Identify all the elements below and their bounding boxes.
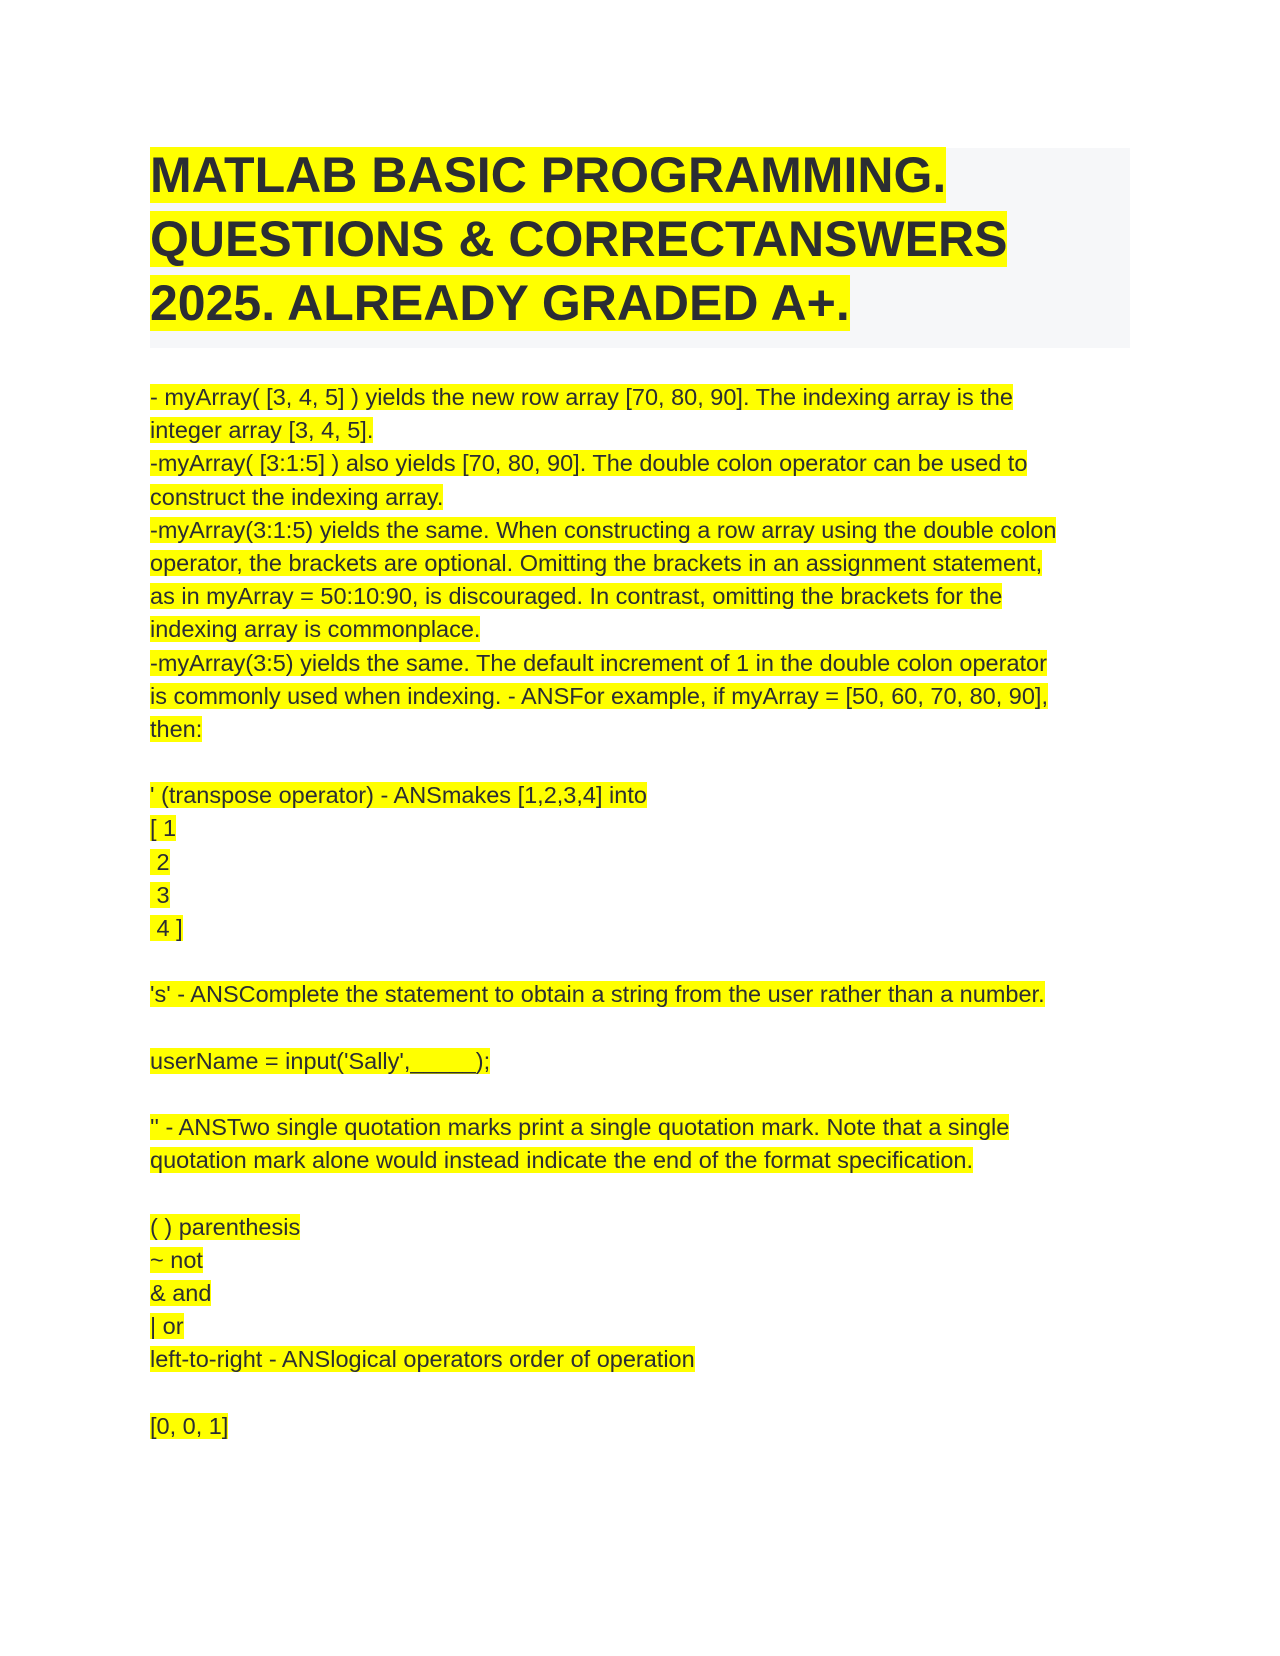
body-line bbox=[150, 713, 1130, 746]
body-line bbox=[150, 912, 1130, 945]
highlighted-text: indexing array is commonplace. bbox=[150, 616, 481, 643]
body-line bbox=[150, 1410, 1130, 1443]
body-line bbox=[150, 647, 1130, 680]
highlighted-text: 2 bbox=[150, 848, 170, 875]
document-title-line-3 bbox=[150, 272, 850, 334]
document-title-line-1 bbox=[150, 144, 946, 206]
body-line bbox=[150, 414, 1130, 447]
highlighted-text: - myArray( [3, 4, 5] ) yields the new row array [70, 80, 90]. The indexing array is the bbox=[150, 384, 1013, 410]
highlighted-text: integer array [3, 4, 5]. bbox=[150, 417, 374, 444]
body-line bbox=[150, 481, 1130, 514]
highlighted-text: '' - ANSTwo single quotation marks print a single quotation mark. Note that a single bbox=[150, 1114, 1010, 1141]
body-line bbox=[150, 680, 1130, 713]
highlighted-text: -myArray(3:1:5) yields the same. When constructing a row array using the double colon bbox=[150, 516, 1057, 543]
paragraph-gap bbox=[150, 945, 1130, 978]
highlighted-text: left-to-right - ANSlogical operators order of operation bbox=[150, 1346, 695, 1373]
paragraph-gap bbox=[150, 1178, 1130, 1211]
body-line bbox=[150, 812, 1130, 845]
document-body bbox=[150, 381, 1130, 1443]
body-line bbox=[150, 381, 1130, 414]
highlighted-text: userName = input('Sally',_____); bbox=[150, 1047, 491, 1074]
highlighted-text: 's' - ANSComplete the statement to obtain a string from the user rather than a number. bbox=[150, 981, 1045, 1008]
highlighted-text: ' (transpose operator) - ANSmakes [1,2,3,4] into bbox=[150, 782, 647, 809]
highlighted-text: | or bbox=[150, 1313, 184, 1340]
paragraph-gap bbox=[150, 1012, 1130, 1045]
highlighted-text: quotation mark alone would instead indicate the end of the format specification. bbox=[150, 1147, 974, 1174]
body-line bbox=[150, 580, 1130, 613]
title-highlight: MATLAB BASIC PROGRAMMING. bbox=[150, 147, 947, 203]
highlighted-text: 4 ] bbox=[150, 915, 183, 941]
title-highlight: QUESTIONS & CORRECTANSWERS bbox=[150, 211, 1008, 267]
highlighted-text: -myArray( [3:1:5] ) also yields [70, 80, 90]. The double colon operator can be used to bbox=[150, 450, 1028, 477]
highlighted-text: ( ) parenthesis bbox=[150, 1213, 301, 1240]
paragraph-gap bbox=[150, 1377, 1130, 1410]
body-line bbox=[150, 1211, 1130, 1244]
body-line bbox=[150, 514, 1130, 547]
highlighted-text: [0, 0, 1] bbox=[150, 1412, 229, 1439]
highlighted-text: ~ not bbox=[150, 1246, 203, 1273]
document-title-line-2 bbox=[150, 208, 1007, 270]
body-line bbox=[150, 1277, 1130, 1310]
body-line bbox=[150, 1144, 1130, 1177]
highlighted-text: construct the indexing array. bbox=[150, 483, 444, 510]
body-line bbox=[150, 1310, 1130, 1343]
body-line bbox=[150, 879, 1130, 912]
highlighted-text: & and bbox=[150, 1280, 212, 1307]
body-line bbox=[150, 1244, 1130, 1277]
highlighted-text: -myArray(3:5) yields the same. The default increment of 1 in the double colon operator bbox=[150, 649, 1047, 676]
body-line bbox=[150, 779, 1130, 812]
highlighted-text: is commonly used when indexing. - ANSFor example, if myArray = [50, 60, 70, 80, 90], bbox=[150, 682, 1048, 709]
body-line bbox=[150, 1045, 1130, 1078]
body-line bbox=[150, 447, 1130, 480]
paragraph-gap bbox=[150, 1078, 1130, 1111]
highlighted-text: [ 1 bbox=[150, 815, 177, 842]
paragraph-gap bbox=[150, 746, 1130, 779]
body-line bbox=[150, 613, 1130, 646]
body-line bbox=[150, 547, 1130, 580]
highlighted-text: as in myArray = 50:10:90, is discouraged. In contrast, omitting the brackets for the bbox=[150, 583, 1003, 610]
body-line bbox=[150, 846, 1130, 879]
body-line bbox=[150, 1343, 1130, 1376]
body-line bbox=[150, 978, 1130, 1011]
highlighted-text: 3 bbox=[150, 881, 170, 908]
highlighted-text: then: bbox=[150, 715, 203, 742]
highlighted-text: operator, the brackets are optional. Omitting the brackets in an assignment statement, bbox=[150, 549, 1043, 576]
body-line bbox=[150, 1111, 1130, 1144]
title-highlight: 2025. ALREADY GRADED A+. bbox=[150, 275, 850, 331]
